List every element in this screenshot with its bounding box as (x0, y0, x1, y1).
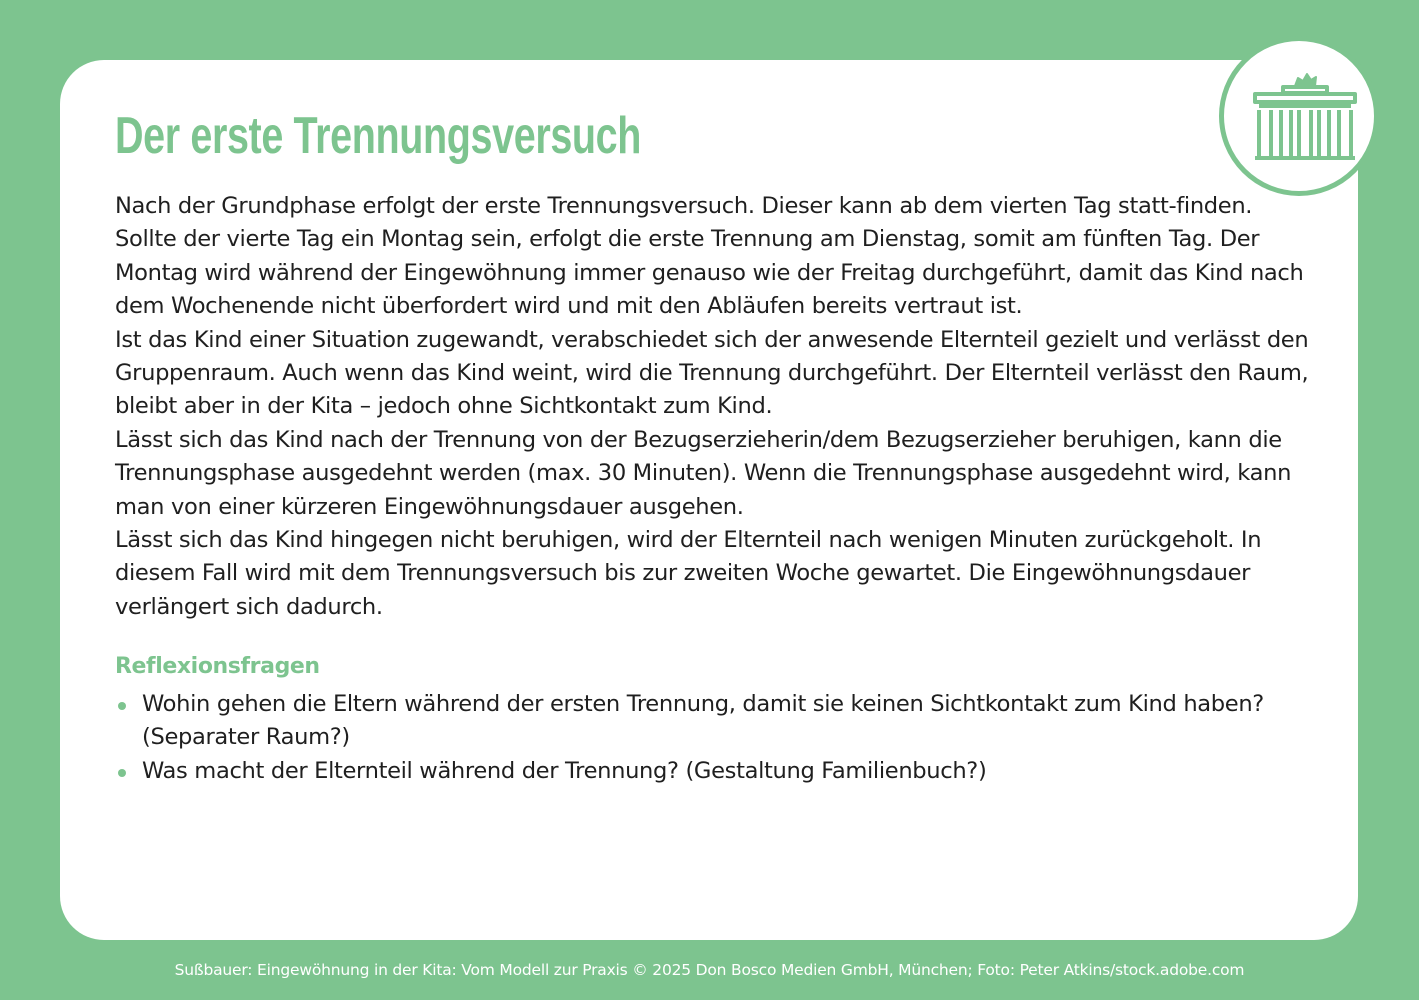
list-item (115, 755, 1315, 788)
bullet-icon (118, 769, 126, 777)
reflection-questions (115, 688, 1315, 788)
question-text: Wohin gehen die Eltern während der ersten Trennung, damit sie keinen Sichtkontakt zum Kind haben? (Separater Raum?) (142, 691, 1264, 751)
paragraph: Lässt sich das Kind hingegen nicht beruhigen, wird der Elternteil nach wenigen Minuten zurückgeholt. In diesem Fall wird mit dem Trennungsversuch bis zur zweiten Woche gewartet. Die Eingewöhnungsdauer verlängert sich dadurch. (115, 527, 1262, 620)
icon-badge (1219, 36, 1379, 196)
paragraph: Nach der Grundphase erfolgt der erste Trennungsversuch. Dieser kann ab dem vierten Tag statt-finden. Sollte der vierte Tag ein Montag sein, erfolgt die erste Trennung am Dienstag, somit am fünften Tag. Der Montag wird während der Eingewöhnung immer genauso wie der Freitag durchgeführt, damit das Kind nach dem Wochenende nicht überfordert wird und mit den Abläufen bereits vertraut ist. (115, 193, 1304, 320)
footer-credit: Sußbauer: Eingewöhnung in der Kita: Vom Modell zur Praxis © 2025 Don Bosco Medien GmbH, München; Foto: Peter Atkins/stock.adobe.com (174, 961, 1245, 979)
reflection-heading: Reflexionsfragen (115, 654, 320, 679)
brandenburg-gate-icon (1251, 66, 1359, 162)
paragraph: Lässt sich das Kind nach der Trennung von der Bezugserzieherin/dem Bezugserzieher beruhigen, kann die Trennungsphase ausgedehnt werden (max. 30 Minuten). Wenn die Trennungsphase ausgedehnt wird, kann man von einer kürzeren Eingewöhnungsdauer ausgehen. (115, 426, 1292, 520)
bullet-icon (118, 702, 126, 710)
body-text (115, 190, 1315, 624)
paragraph: Ist das Kind einer Situation zugewandt, verabschiedet sich der anwesende Elternteil gezielt und verlässt den Gruppenraum. Auch wenn das Kind weint, wird die Trennung durchgeführt. Der Elternteil verlässt den Raum, bleibt aber in der Kita – jedoch ohne Sichtkontakt zum Kind. (115, 326, 1309, 420)
question-text: Was macht der Elternteil während der Trennung? (Gestaltung Familienbuch?) (142, 757, 987, 784)
list-item (115, 688, 1315, 755)
page-title: Der erste Trennungsversuch (115, 107, 642, 165)
